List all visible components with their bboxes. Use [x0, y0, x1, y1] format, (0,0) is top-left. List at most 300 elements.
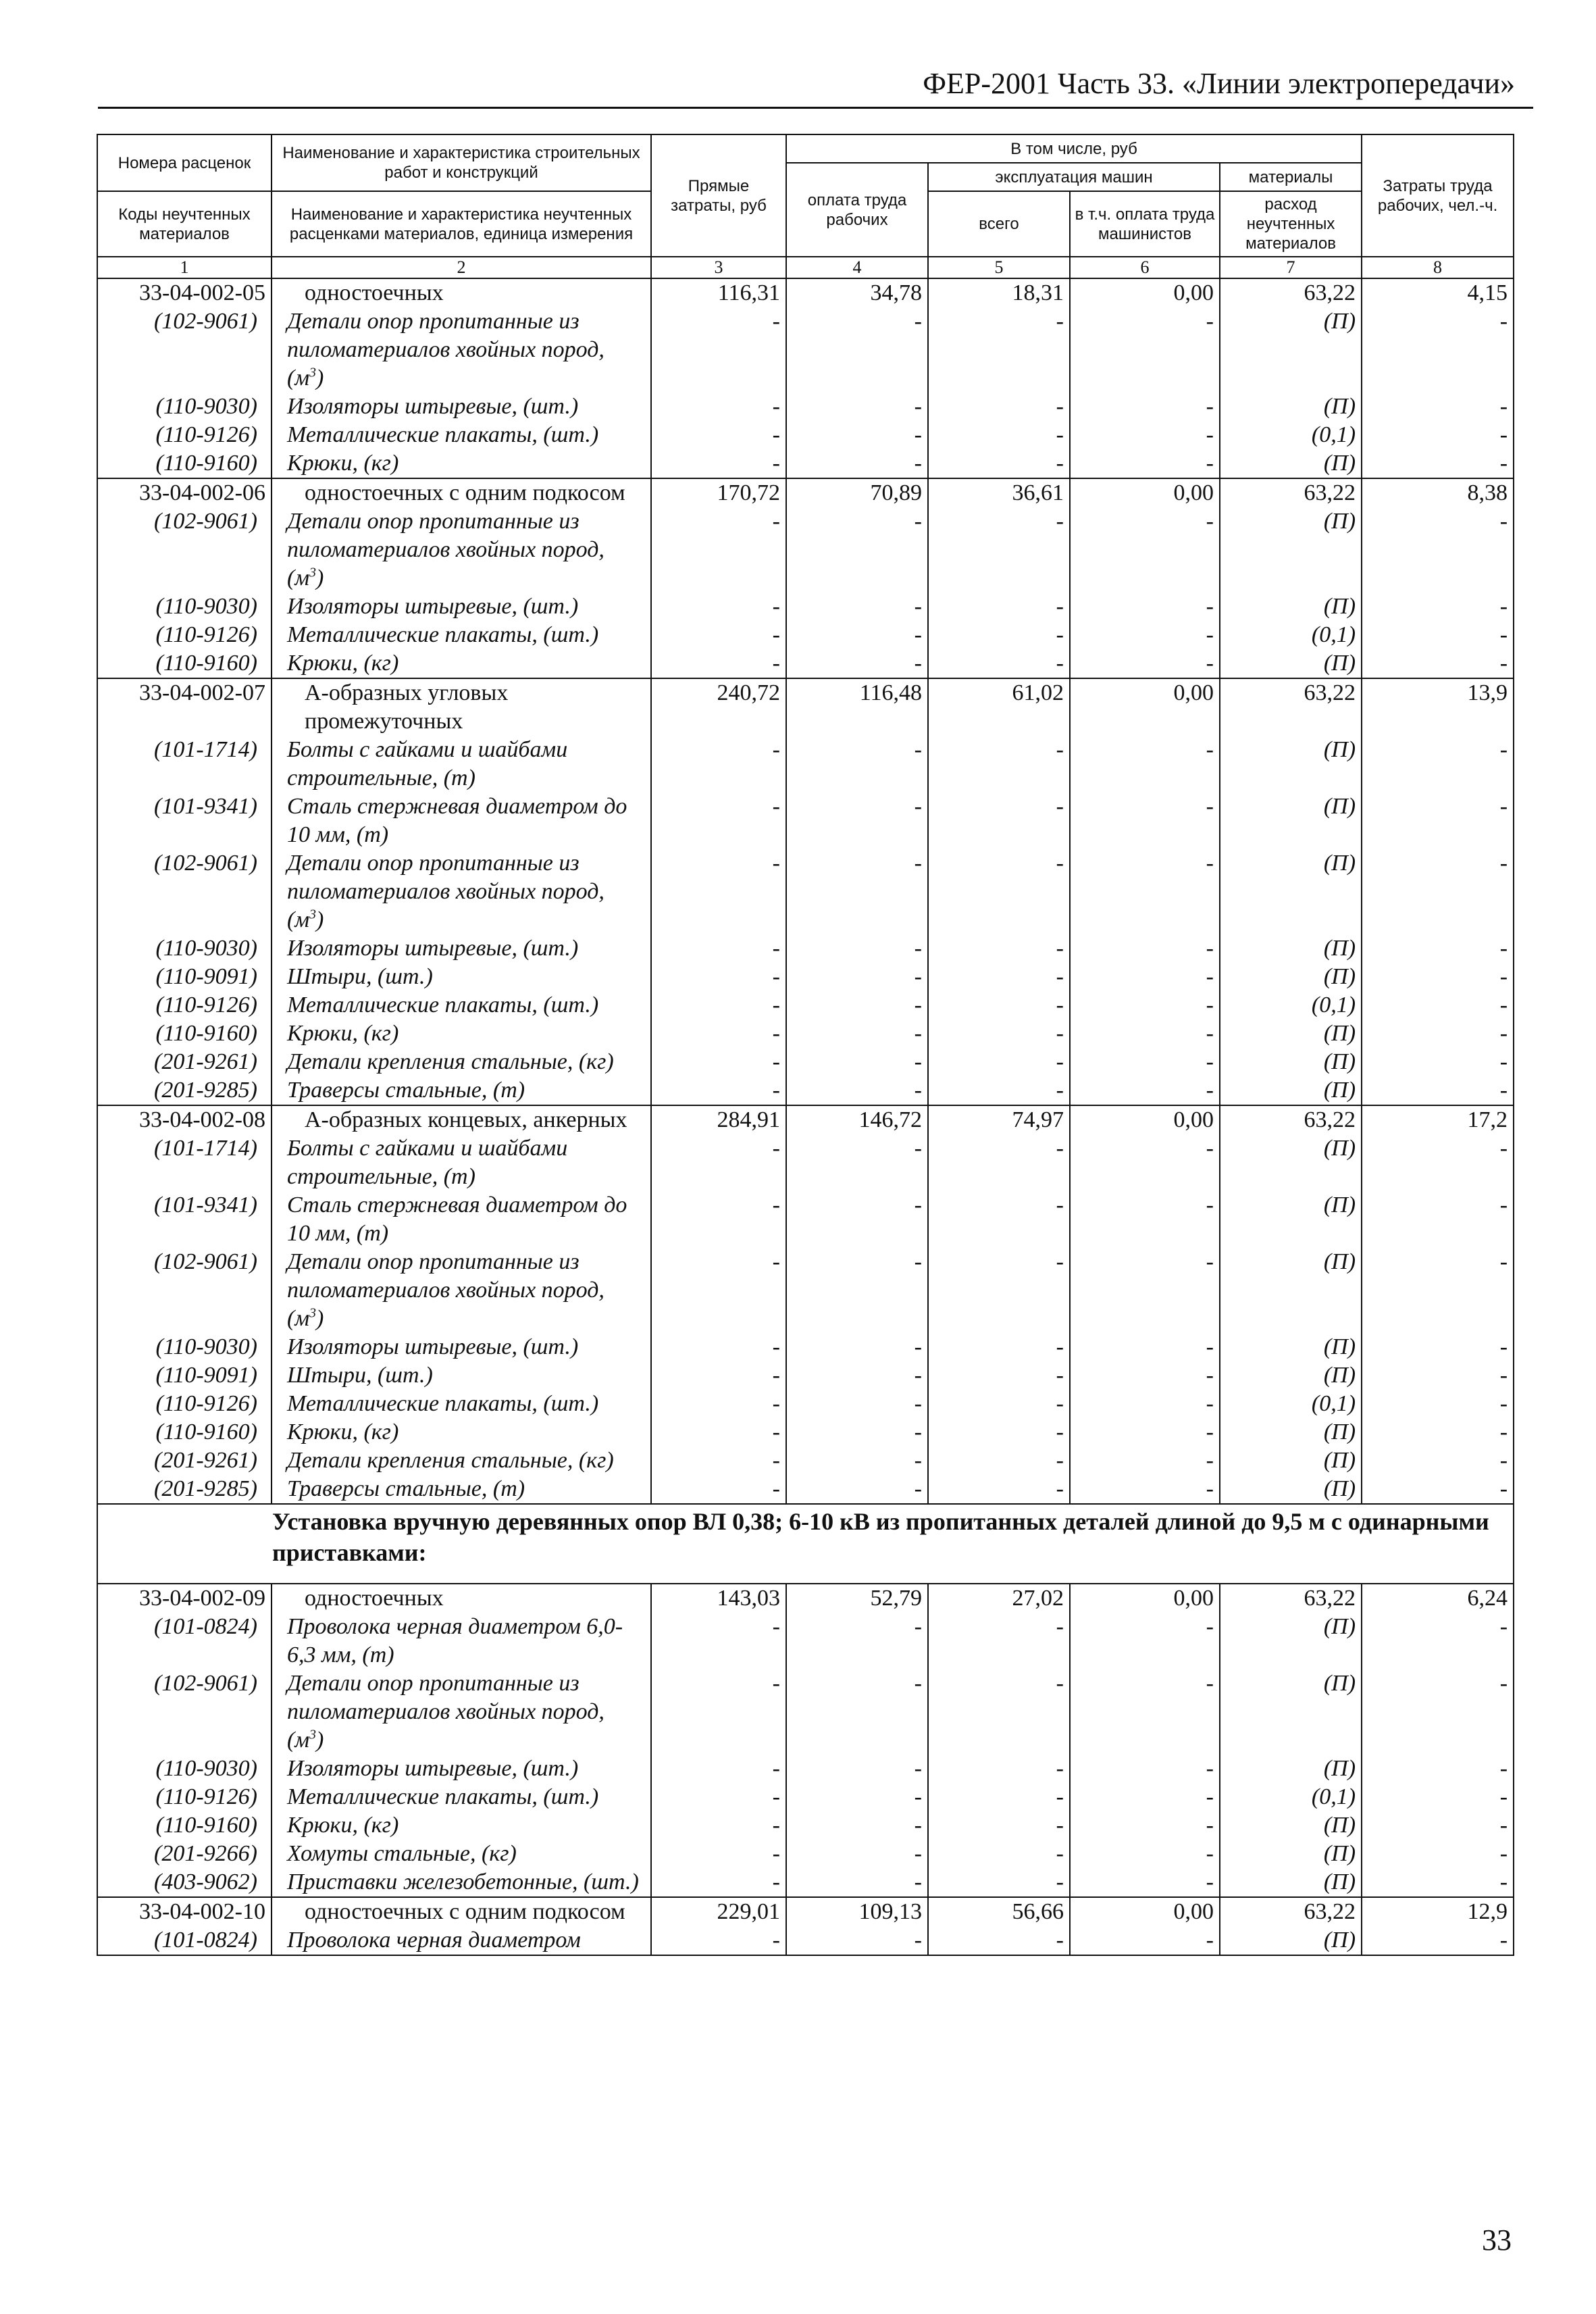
machines-total-cell: - [928, 1191, 1070, 1248]
header-direct-costs: Прямые затраты, руб [651, 134, 786, 257]
labor-cost-cell: - [1362, 649, 1514, 678]
labor-pay-cell: - [786, 1475, 928, 1504]
material-row [97, 1191, 1514, 1248]
material-code: (110-9091) [97, 1361, 272, 1390]
col-number: 7 [1220, 257, 1362, 278]
machinist-pay-cell: 0,00 [1070, 678, 1220, 736]
material-code: (102-9061) [97, 1669, 272, 1755]
labor-cost-cell: - [1362, 1475, 1514, 1504]
rate-code: 33-04-002-08 [97, 1105, 272, 1134]
machinist-pay-cell: - [1070, 1191, 1220, 1248]
machines-total-cell: - [928, 1248, 1070, 1333]
materials-cell: 63,22 [1220, 678, 1362, 736]
machines-total-cell: 56,66 [928, 1897, 1070, 1926]
materials-cell: (П) [1220, 307, 1362, 393]
materials-cell: 63,22 [1220, 1897, 1362, 1926]
direct-cost-cell: 284,91 [651, 1105, 786, 1134]
machines-total-cell: - [928, 1020, 1070, 1048]
machines-total-cell: - [928, 1840, 1070, 1868]
machinist-pay-cell: - [1070, 991, 1220, 1020]
material-name: Изоляторы штыревые, (шт.) [287, 1334, 579, 1359]
materials-cell: (П) [1220, 1755, 1362, 1783]
labor-cost-cell: - [1362, 1447, 1514, 1475]
document-header-title: ФЕР-2001 Часть 33. «Линии электропередачи» [923, 67, 1515, 100]
labor-cost-cell: - [1362, 449, 1514, 478]
labor-pay-cell: - [786, 793, 928, 849]
direct-cost-cell: - [651, 1811, 786, 1840]
materials-cell: (П) [1220, 649, 1362, 678]
labor-cost-cell: - [1362, 1669, 1514, 1755]
rate-name: А-образных угловых промежуточных [305, 680, 509, 734]
machines-total-cell: - [928, 1926, 1070, 1955]
materials-cell: (П) [1220, 1020, 1362, 1048]
labor-pay-cell: - [786, 621, 928, 649]
direct-cost-cell: - [651, 449, 786, 478]
material-code: (102-9061) [97, 849, 272, 934]
materials-cell: (П) [1220, 736, 1362, 793]
labor-cost-cell: - [1362, 934, 1514, 963]
rate-row [97, 678, 1514, 736]
direct-cost-cell: - [651, 1755, 786, 1783]
material-name: Болты с гайками и шайбами строительные, (т) [287, 1136, 568, 1189]
machines-total-cell: 18,31 [928, 278, 1070, 307]
machinist-pay-cell: - [1070, 1333, 1220, 1361]
labor-cost-cell: - [1362, 1418, 1514, 1447]
material-name: Металлические плакаты, (шт.) [287, 1784, 599, 1809]
labor-pay-cell: - [786, 1868, 928, 1897]
header-code-top: Номера расценок [97, 134, 272, 191]
unit-label-end: ) [316, 565, 324, 590]
material-code: (101-1714) [97, 736, 272, 793]
unit-superscript: 3 [309, 565, 317, 580]
unit-superscript: 3 [309, 1305, 317, 1321]
direct-cost-cell: - [651, 1669, 786, 1755]
machines-total-cell: - [928, 449, 1070, 478]
material-code: (110-9160) [97, 1811, 272, 1840]
machinist-pay-cell: - [1070, 1048, 1220, 1076]
header-name-top: Наименование и характеристика строительных работ и конструкций [272, 134, 651, 191]
labor-pay-cell: - [786, 1755, 928, 1783]
page-number: 33 [1482, 2223, 1512, 2257]
material-row [97, 991, 1514, 1020]
machinist-pay-cell: - [1070, 1613, 1220, 1669]
labor-pay-cell: 34,78 [786, 278, 928, 307]
header-labor-pay: оплата труда рабочих [786, 163, 928, 257]
direct-cost-cell: - [651, 934, 786, 963]
labor-cost-cell: - [1362, 1076, 1514, 1105]
material-code: (102-9061) [97, 307, 272, 393]
machinist-pay-cell: - [1070, 1076, 1220, 1105]
direct-cost-cell: - [651, 991, 786, 1020]
labor-pay-cell: 116,48 [786, 678, 928, 736]
machines-total-cell: - [928, 793, 1070, 849]
labor-pay-cell: - [786, 421, 928, 449]
direct-cost-cell: - [651, 1613, 786, 1669]
labor-cost-cell: - [1362, 1390, 1514, 1418]
material-code: (101-0824) [97, 1613, 272, 1669]
column-number-row [97, 257, 1514, 278]
direct-cost-cell: - [651, 1134, 786, 1191]
labor-pay-cell: - [786, 1361, 928, 1390]
unit-label: (м [287, 366, 310, 391]
labor-pay-cell: - [786, 1020, 928, 1048]
materials-cell: (П) [1220, 1134, 1362, 1191]
labor-pay-cell: 70,89 [786, 478, 928, 507]
col-number: 1 [97, 257, 272, 278]
material-row [97, 421, 1514, 449]
material-name: Детали опор пропитанные из пиломатериалов хвойных пород, [287, 309, 604, 362]
material-name: Детали опор пропитанные из пиломатериалов хвойных пород, [287, 509, 604, 562]
material-name: Болты с гайками и шайбами строительные, (т) [287, 737, 568, 790]
machinist-pay-cell: - [1070, 621, 1220, 649]
direct-cost-cell: - [651, 421, 786, 449]
direct-cost-cell: 116,31 [651, 278, 786, 307]
materials-cell: (П) [1220, 934, 1362, 963]
machinist-pay-cell: - [1070, 1020, 1220, 1048]
header-labor-cost: Затраты труда рабочих, чел.-ч. [1362, 134, 1514, 257]
direct-cost-cell: - [651, 649, 786, 678]
machinist-pay-cell: - [1070, 793, 1220, 849]
materials-cell: (0,1) [1220, 991, 1362, 1020]
material-row [97, 649, 1514, 678]
material-name: Хомуты стальные, (кг) [287, 1841, 517, 1866]
direct-cost-cell: - [651, 1361, 786, 1390]
labor-pay-cell: - [786, 1048, 928, 1076]
machinist-pay-cell: - [1070, 1390, 1220, 1418]
rate-code: 33-04-002-06 [97, 478, 272, 507]
machines-total-cell: - [928, 934, 1070, 963]
material-name: Крюки, (кг) [287, 451, 399, 476]
material-name: Детали крепления стальные, (кг) [287, 1448, 614, 1473]
machinist-pay-cell: - [1070, 1868, 1220, 1897]
machines-total-cell: - [928, 1669, 1070, 1755]
materials-cell: (П) [1220, 1361, 1362, 1390]
labor-pay-cell: - [786, 991, 928, 1020]
machines-total-cell: - [928, 1755, 1070, 1783]
material-row [97, 1418, 1514, 1447]
machinist-pay-cell: - [1070, 1811, 1220, 1840]
material-row [97, 1669, 1514, 1755]
material-code: (110-9160) [97, 449, 272, 478]
machinist-pay-cell: - [1070, 963, 1220, 991]
material-name: Изоляторы штыревые, (шт.) [287, 394, 579, 419]
labor-pay-cell: 146,72 [786, 1105, 928, 1134]
unit-label: (м [287, 1728, 310, 1753]
machines-total-cell: - [928, 593, 1070, 621]
labor-cost-cell: - [1362, 1333, 1514, 1361]
machinist-pay-cell: 0,00 [1070, 278, 1220, 307]
material-row [97, 307, 1514, 393]
rate-row [97, 1584, 1514, 1613]
machinist-pay-cell: - [1070, 593, 1220, 621]
direct-cost-cell: - [651, 1333, 786, 1361]
machinist-pay-cell: 0,00 [1070, 1897, 1220, 1926]
direct-cost-cell: - [651, 1191, 786, 1248]
material-code: (201-9285) [97, 1475, 272, 1504]
machines-total-cell: - [928, 507, 1070, 593]
labor-cost-cell: - [1362, 1048, 1514, 1076]
machinist-pay-cell: - [1070, 393, 1220, 421]
section-heading: Установка вручную деревянных опор ВЛ 0,38; 6-10 кВ из пропитанных деталей длиной до 9,5 м с одинарными приставками: [272, 1508, 1489, 1566]
price-table [97, 134, 1514, 1956]
unit-label: (м [287, 565, 310, 590]
unit-label-end: ) [316, 1728, 324, 1753]
machines-total-cell: - [928, 1783, 1070, 1811]
labor-cost-cell: - [1362, 507, 1514, 593]
machinist-pay-cell: 0,00 [1070, 1105, 1220, 1134]
machinist-pay-cell: - [1070, 307, 1220, 393]
machines-total-cell: - [928, 1333, 1070, 1361]
direct-cost-cell: - [651, 849, 786, 934]
col-number: 6 [1070, 257, 1220, 278]
machines-total-cell: - [928, 1390, 1070, 1418]
material-code: (110-9126) [97, 1390, 272, 1418]
direct-cost-cell: - [651, 1926, 786, 1955]
material-name: Детали опор пропитанные из пиломатериалов хвойных пород, [287, 851, 604, 904]
machines-total-cell: - [928, 1361, 1070, 1390]
machinist-pay-cell: - [1070, 1418, 1220, 1447]
labor-pay-cell: - [786, 449, 928, 478]
machines-total-cell: - [928, 421, 1070, 449]
material-name: Металлические плакаты, (шт.) [287, 1391, 599, 1416]
direct-cost-cell: - [651, 621, 786, 649]
material-code: (201-9261) [97, 1447, 272, 1475]
labor-cost-cell: 12,9 [1362, 1897, 1514, 1926]
material-name: Крюки, (кг) [287, 1813, 399, 1838]
machinist-pay-cell: - [1070, 649, 1220, 678]
materials-cell: (П) [1220, 1447, 1362, 1475]
direct-cost-cell: - [651, 963, 786, 991]
materials-cell: (П) [1220, 1048, 1362, 1076]
material-code: (102-9061) [97, 1248, 272, 1333]
material-row [97, 1475, 1514, 1504]
material-code: (110-9126) [97, 621, 272, 649]
material-name: Изоляторы штыревые, (шт.) [287, 1756, 579, 1781]
materials-cell: (П) [1220, 1926, 1362, 1955]
rate-code: 33-04-002-07 [97, 678, 272, 736]
labor-cost-cell: - [1362, 1020, 1514, 1048]
materials-cell: (П) [1220, 1840, 1362, 1868]
direct-cost-cell: 229,01 [651, 1897, 786, 1926]
labor-cost-cell: - [1362, 1926, 1514, 1955]
table-body [97, 278, 1514, 1955]
unit-superscript: 3 [309, 365, 317, 380]
material-name: Изоляторы штыревые, (шт.) [287, 594, 579, 619]
material-row [97, 593, 1514, 621]
materials-cell: (П) [1220, 393, 1362, 421]
machinist-pay-cell: - [1070, 1134, 1220, 1191]
section-heading-row [97, 1504, 1514, 1584]
machinist-pay-cell: - [1070, 1248, 1220, 1333]
materials-cell: (П) [1220, 849, 1362, 934]
machines-total-cell: 36,61 [928, 478, 1070, 507]
material-code: (110-9160) [97, 1020, 272, 1048]
header-materials-use: расход неучтенных материалов [1220, 191, 1362, 257]
rate-code: 33-04-002-05 [97, 278, 272, 307]
labor-pay-cell: - [786, 593, 928, 621]
machines-total-cell: - [928, 649, 1070, 678]
materials-cell: (П) [1220, 1076, 1362, 1105]
direct-cost-cell: - [651, 1048, 786, 1076]
labor-pay-cell: - [786, 736, 928, 793]
material-code: (101-9341) [97, 793, 272, 849]
material-row [97, 507, 1514, 593]
material-row [97, 449, 1514, 478]
direct-cost-cell: - [651, 307, 786, 393]
labor-cost-cell: - [1362, 793, 1514, 849]
direct-cost-cell: - [651, 1783, 786, 1811]
direct-cost-cell: - [651, 1447, 786, 1475]
direct-cost-cell: - [651, 1020, 786, 1048]
material-code: (110-9030) [97, 1333, 272, 1361]
labor-pay-cell: 52,79 [786, 1584, 928, 1613]
direct-cost-cell: 170,72 [651, 478, 786, 507]
col-number: 8 [1362, 257, 1514, 278]
labor-cost-cell: 4,15 [1362, 278, 1514, 307]
machinist-pay-cell: - [1070, 1447, 1220, 1475]
material-code: (110-9030) [97, 1755, 272, 1783]
machinist-pay-cell: - [1070, 507, 1220, 593]
header-rule [98, 107, 1533, 109]
labor-cost-cell: - [1362, 1755, 1514, 1783]
rate-code: 33-04-002-09 [97, 1584, 272, 1613]
labor-pay-cell: - [786, 1418, 928, 1447]
material-row [97, 1926, 1514, 1955]
material-row [97, 1811, 1514, 1840]
col-number: 2 [272, 257, 651, 278]
material-row [97, 1333, 1514, 1361]
direct-cost-cell: - [651, 507, 786, 593]
machinist-pay-cell: - [1070, 1783, 1220, 1811]
labor-cost-cell: 17,2 [1362, 1105, 1514, 1134]
material-row [97, 1613, 1514, 1669]
machines-total-cell: 74,97 [928, 1105, 1070, 1134]
material-name: Приставки железобетонные, (шт.) [287, 1869, 639, 1894]
machinist-pay-cell: - [1070, 1926, 1220, 1955]
labor-pay-cell: - [786, 1191, 928, 1248]
materials-cell: (П) [1220, 449, 1362, 478]
machines-total-cell: - [928, 1134, 1070, 1191]
material-code: (110-9160) [97, 649, 272, 678]
machinist-pay-cell: 0,00 [1070, 1584, 1220, 1613]
material-row [97, 1868, 1514, 1897]
material-row [97, 1840, 1514, 1868]
machinist-pay-cell: - [1070, 1755, 1220, 1783]
labor-pay-cell: - [786, 1333, 928, 1361]
material-code: (101-0824) [97, 1926, 272, 1955]
labor-pay-cell: 109,13 [786, 1897, 928, 1926]
rate-name: одностоечных [305, 280, 444, 305]
unit-label: (м [287, 907, 310, 932]
material-name: Детали крепления стальные, (кг) [287, 1049, 614, 1074]
labor-cost-cell: 13,9 [1362, 678, 1514, 736]
materials-cell: 63,22 [1220, 478, 1362, 507]
material-row [97, 1020, 1514, 1048]
materials-cell: (П) [1220, 1613, 1362, 1669]
labor-cost-cell: - [1362, 736, 1514, 793]
machinist-pay-cell: - [1070, 1840, 1220, 1868]
header-code-bottom: Коды неучтенных материалов [97, 191, 272, 257]
labor-cost-cell: - [1362, 1134, 1514, 1191]
header-name-bottom: Наименование и характеристика неучтенных расценками материалов, единица измерения [272, 191, 651, 257]
material-row [97, 793, 1514, 849]
labor-cost-cell: - [1362, 1840, 1514, 1868]
machines-total-cell: - [928, 1076, 1070, 1105]
labor-cost-cell: - [1362, 991, 1514, 1020]
material-row [97, 1076, 1514, 1105]
machines-total-cell: - [928, 1868, 1070, 1897]
machines-total-cell: - [928, 1447, 1070, 1475]
machinist-pay-cell: - [1070, 1669, 1220, 1755]
col-number: 3 [651, 257, 786, 278]
unit-label-end: ) [316, 1306, 324, 1331]
machines-total-cell: - [928, 1048, 1070, 1076]
direct-cost-cell: - [651, 593, 786, 621]
labor-pay-cell: - [786, 393, 928, 421]
material-name: Изоляторы штыревые, (шт.) [287, 936, 579, 961]
material-code: (101-9341) [97, 1191, 272, 1248]
col-number: 5 [928, 257, 1070, 278]
direct-cost-cell: - [651, 736, 786, 793]
labor-cost-cell: 8,38 [1362, 478, 1514, 507]
labor-pay-cell: - [786, 1613, 928, 1669]
rate-row [97, 1897, 1514, 1926]
material-name: Траверсы стальные, (т) [287, 1476, 525, 1501]
materials-cell: (П) [1220, 1868, 1362, 1897]
rate-name: одностоечных с одним подкосом [305, 480, 625, 505]
labor-cost-cell: - [1362, 393, 1514, 421]
material-code: (110-9160) [97, 1418, 272, 1447]
material-row [97, 1361, 1514, 1390]
material-name: Детали опор пропитанные из пиломатериалов хвойных пород, [287, 1671, 604, 1724]
material-name: Проволока черная диаметром 6,0-6,3 мм, (т) [287, 1614, 623, 1667]
labor-cost-cell: - [1362, 1811, 1514, 1840]
machines-total-cell: 27,02 [928, 1584, 1070, 1613]
materials-cell: (П) [1220, 1669, 1362, 1755]
material-row [97, 1447, 1514, 1475]
direct-cost-cell: - [651, 1248, 786, 1333]
direct-cost-cell: - [651, 1475, 786, 1504]
labor-cost-cell: - [1362, 593, 1514, 621]
machines-total-cell: 61,02 [928, 678, 1070, 736]
material-name: Крюки, (кг) [287, 651, 399, 676]
materials-cell: (0,1) [1220, 1390, 1362, 1418]
material-row [97, 963, 1514, 991]
rate-code: 33-04-002-10 [97, 1897, 272, 1926]
labor-cost-cell: - [1362, 307, 1514, 393]
labor-cost-cell: 6,24 [1362, 1584, 1514, 1613]
machinist-pay-cell: - [1070, 934, 1220, 963]
direct-cost-cell: 240,72 [651, 678, 786, 736]
material-name: Металлические плакаты, (шт.) [287, 422, 599, 447]
materials-cell: (П) [1220, 507, 1362, 593]
material-code: (110-9126) [97, 421, 272, 449]
machinist-pay-cell: - [1070, 421, 1220, 449]
labor-pay-cell: - [786, 307, 928, 393]
labor-pay-cell: - [786, 1926, 928, 1955]
material-name: Проволока черная диаметром [287, 1928, 581, 1953]
direct-cost-cell: - [651, 1840, 786, 1868]
machines-total-cell: - [928, 849, 1070, 934]
labor-pay-cell: - [786, 963, 928, 991]
labor-pay-cell: - [786, 1783, 928, 1811]
material-row [97, 393, 1514, 421]
material-row [97, 849, 1514, 934]
labor-cost-cell: - [1362, 1191, 1514, 1248]
machines-total-cell: - [928, 1418, 1070, 1447]
direct-cost-cell: - [651, 1076, 786, 1105]
machines-total-cell: - [928, 1613, 1070, 1669]
